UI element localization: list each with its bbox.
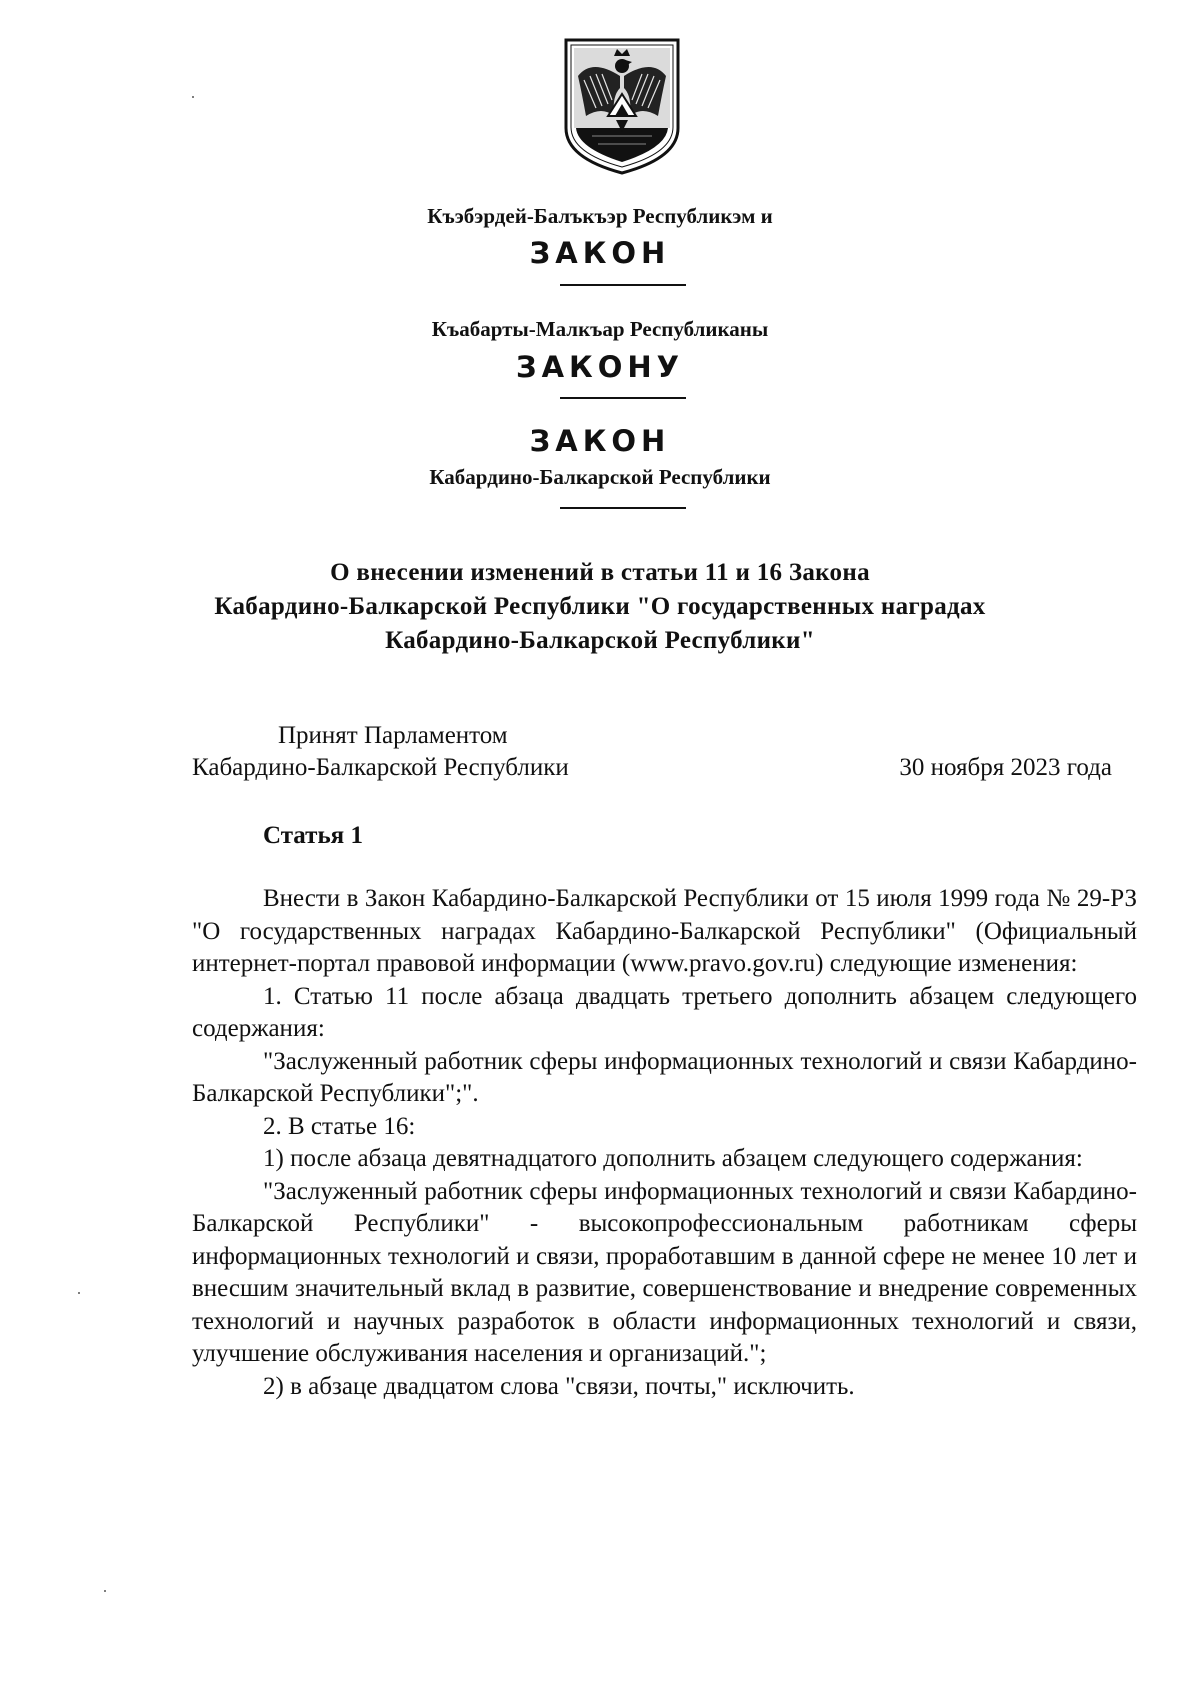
russian-header-line: Кабардино-Балкарской Республики: [429, 465, 771, 489]
scan-speck: [104, 1590, 106, 1592]
title-line: Кабардино-Балкарской Республики "О государственных наградах: [214, 593, 986, 620]
russian-law-word: ЗАКОН: [529, 424, 671, 458]
article-paragraph: 2. В статье 16:: [263, 1112, 416, 1140]
adoption-block: [192, 720, 569, 784]
adoption-date: 30 ноября 2023 года: [899, 754, 1112, 781]
kabardian-law-word: ЗАКОН: [529, 236, 671, 270]
coat-of-arms-icon: [562, 36, 682, 176]
article-paragraph: 1. Статью 11 после абзаца двадцать третьего дополнить абзацем следующего содержания:: [192, 982, 1137, 1042]
article-paragraph: Внести в Закон Кабардино-Балкарской Республики от 15 июля 1999 года № 29-РЗ "О государственных наградах Кабардино-Балкарской Республики" (Официальный интернет-портал правовой информации (www.pravo.gov.ru) следующие изменения:: [192, 885, 1137, 977]
scan-speck: [78, 1292, 80, 1294]
balkar-header-line: Къабарты-Малкъар Республиканы: [431, 317, 769, 341]
article-paragraph: 1) после абзаца девятнадцатого дополнить абзацем следующего содержания:: [263, 1145, 1083, 1172]
header-divider: [560, 397, 686, 399]
title-line: О внесении изменений в статьи 11 и 16 Закона: [330, 559, 870, 586]
header-divider: [560, 284, 686, 286]
balkar-law-word: ЗАКОНУ: [515, 350, 685, 384]
article-paragraph: 2) в абзаце двадцатом слова "связи, почты," исключить.: [263, 1372, 855, 1400]
article-title: Статья 1: [263, 822, 363, 849]
adoption-line: Кабардино-Балкарской Республики: [192, 754, 569, 781]
kabardian-header-line: Къэбэрдей-Балъкъэр Республикэм и: [427, 204, 773, 228]
header-divider: [560, 507, 686, 509]
title-line: Кабардино-Балкарской Республики": [385, 627, 815, 654]
adoption-line: Принят Парламентом: [278, 722, 508, 749]
article-paragraph: "Заслуженный работник сферы информационных технологий и связи Кабардино-Балкарской Республики";".: [192, 1047, 1137, 1107]
scan-speck: [192, 96, 194, 98]
document-title: [0, 556, 1200, 658]
article-paragraph: "Заслуженный работник сферы информационных технологий и связи Кабардино-Балкарской Республики" - высокопрофессиональным работникам сферы информационных технологий и связи, проработавшим в данной сфере не менее 10 лет и внесшим значительный вклад в развитие, совершенствование и внедрение современных технологий и научных разработок в области информационных технологий и связи, улучшение обслуживания населения и организаций.";: [192, 1177, 1137, 1367]
article-body: [192, 883, 1137, 1403]
